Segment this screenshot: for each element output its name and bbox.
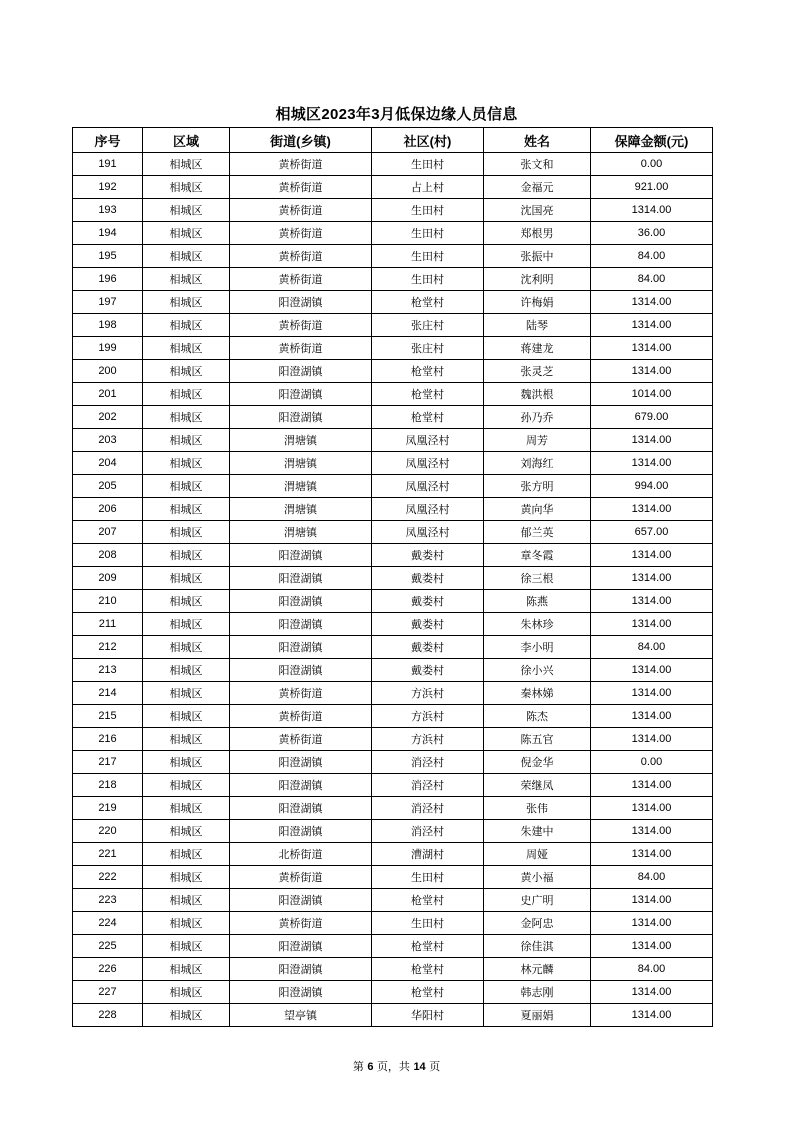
cell-district: 相城区 (143, 176, 230, 199)
cell-community: 占上村 (372, 176, 484, 199)
cell-district: 相城区 (143, 981, 230, 1004)
cell-community: 枪堂村 (372, 935, 484, 958)
cell-name: 郁兰英 (484, 521, 591, 544)
cell-community: 生田村 (372, 222, 484, 245)
cell-serial: 193 (73, 199, 143, 222)
cell-street: 黄桥街道 (230, 153, 372, 176)
cell-amount: 1314.00 (591, 429, 713, 452)
cell-serial: 219 (73, 797, 143, 820)
cell-serial: 191 (73, 153, 143, 176)
cell-district: 相城区 (143, 751, 230, 774)
cell-community: 方浜村 (372, 728, 484, 751)
table-row (73, 452, 713, 475)
cell-name: 许梅娟 (484, 291, 591, 314)
cell-amount: 1314.00 (591, 728, 713, 751)
cell-name: 郑根男 (484, 222, 591, 245)
cell-community: 方浜村 (372, 705, 484, 728)
cell-community: 凤凰泾村 (372, 521, 484, 544)
cell-street: 阳澄湖镇 (230, 774, 372, 797)
cell-serial: 212 (73, 636, 143, 659)
cell-name: 徐小兴 (484, 659, 591, 682)
table-row (73, 659, 713, 682)
cell-name: 章冬霞 (484, 544, 591, 567)
cell-serial: 222 (73, 866, 143, 889)
cell-amount: 1314.00 (591, 199, 713, 222)
cell-street: 阳澄湖镇 (230, 958, 372, 981)
cell-district: 相城区 (143, 475, 230, 498)
cell-name: 张方明 (484, 475, 591, 498)
cell-name: 陈杰 (484, 705, 591, 728)
table-row (73, 498, 713, 521)
cell-serial: 216 (73, 728, 143, 751)
cell-district: 相城区 (143, 429, 230, 452)
cell-street: 黄桥街道 (230, 705, 372, 728)
cell-serial: 199 (73, 337, 143, 360)
cell-amount: 0.00 (591, 751, 713, 774)
footer-page-number: 6 (367, 1061, 374, 1073)
cell-serial: 204 (73, 452, 143, 475)
cell-district: 相城区 (143, 866, 230, 889)
footer-total-pages: 14 (413, 1061, 426, 1073)
cell-name: 黄向华 (484, 498, 591, 521)
cell-name: 张文和 (484, 153, 591, 176)
cell-community: 凤凰泾村 (372, 429, 484, 452)
cell-amount: 1314.00 (591, 935, 713, 958)
document-title: 相城区2023年3月低保边缘人员信息 (275, 106, 518, 123)
cell-amount: 1314.00 (591, 820, 713, 843)
cell-serial: 228 (73, 1004, 143, 1027)
cell-serial: 217 (73, 751, 143, 774)
table-row (73, 337, 713, 360)
cell-street: 渭塘镇 (230, 521, 372, 544)
cell-street: 黄桥街道 (230, 728, 372, 751)
cell-serial: 203 (73, 429, 143, 452)
table-row (73, 406, 713, 429)
cell-amount: 1314.00 (591, 659, 713, 682)
cell-name: 荣继凤 (484, 774, 591, 797)
cell-serial: 205 (73, 475, 143, 498)
table-row (73, 912, 713, 935)
cell-amount: 1314.00 (591, 981, 713, 1004)
cell-serial: 215 (73, 705, 143, 728)
cell-street: 阳澄湖镇 (230, 981, 372, 1004)
cell-amount: 1314.00 (591, 498, 713, 521)
cell-district: 相城区 (143, 222, 230, 245)
table-row (73, 222, 713, 245)
table-row (73, 1004, 713, 1027)
cell-street: 黄桥街道 (230, 222, 372, 245)
cell-amount: 1314.00 (591, 590, 713, 613)
cell-name: 朱建中 (484, 820, 591, 843)
table-row (73, 314, 713, 337)
cell-street: 阳澄湖镇 (230, 935, 372, 958)
cell-district: 相城区 (143, 521, 230, 544)
cell-district: 相城区 (143, 406, 230, 429)
cell-district: 相城区 (143, 314, 230, 337)
cell-street: 北桥街道 (230, 843, 372, 866)
cell-district: 相城区 (143, 245, 230, 268)
cell-street: 阳澄湖镇 (230, 590, 372, 613)
cell-street: 黄桥街道 (230, 866, 372, 889)
cell-amount: 1314.00 (591, 567, 713, 590)
cell-amount: 1314.00 (591, 1004, 713, 1027)
cell-street: 阳澄湖镇 (230, 360, 372, 383)
footer-mid: 页，共 (376, 1060, 410, 1073)
cell-community: 戴娄村 (372, 590, 484, 613)
cell-street: 阳澄湖镇 (230, 567, 372, 590)
cell-district: 相城区 (143, 1004, 230, 1027)
cell-name: 孙乃乔 (484, 406, 591, 429)
header-serial: 序号 (73, 128, 143, 153)
header-community: 社区(村) (372, 128, 484, 153)
cell-street: 渭塘镇 (230, 452, 372, 475)
cell-name: 韩志刚 (484, 981, 591, 1004)
cell-district: 相城区 (143, 797, 230, 820)
cell-name: 倪金华 (484, 751, 591, 774)
cell-serial: 208 (73, 544, 143, 567)
cell-amount: 1314.00 (591, 314, 713, 337)
cell-name: 沈国亮 (484, 199, 591, 222)
cell-street: 阳澄湖镇 (230, 751, 372, 774)
cell-name: 金阿忠 (484, 912, 591, 935)
cell-serial: 224 (73, 912, 143, 935)
cell-amount: 1314.00 (591, 337, 713, 360)
cell-name: 刘海红 (484, 452, 591, 475)
cell-street: 阳澄湖镇 (230, 820, 372, 843)
cell-serial: 213 (73, 659, 143, 682)
table-body (73, 153, 713, 1027)
cell-street: 阳澄湖镇 (230, 889, 372, 912)
cell-name: 周芳 (484, 429, 591, 452)
table-row (73, 268, 713, 291)
cell-street: 望亭镇 (230, 1004, 372, 1027)
table-row (73, 705, 713, 728)
table-row (73, 360, 713, 383)
table-row (73, 889, 713, 912)
cell-district: 相城区 (143, 498, 230, 521)
cell-district: 相城区 (143, 360, 230, 383)
cell-name: 张伟 (484, 797, 591, 820)
cell-name: 陈五官 (484, 728, 591, 751)
cell-amount: 921.00 (591, 176, 713, 199)
cell-street: 渭塘镇 (230, 498, 372, 521)
table-row (73, 613, 713, 636)
cell-district: 相城区 (143, 613, 230, 636)
cell-street: 阳澄湖镇 (230, 406, 372, 429)
cell-community: 凤凰泾村 (372, 452, 484, 475)
cell-amount: 1314.00 (591, 544, 713, 567)
cell-street: 阳澄湖镇 (230, 659, 372, 682)
cell-community: 消泾村 (372, 751, 484, 774)
cell-community: 消泾村 (372, 820, 484, 843)
table-row (73, 291, 713, 314)
cell-community: 消泾村 (372, 774, 484, 797)
cell-amount: 994.00 (591, 475, 713, 498)
cell-street: 阳澄湖镇 (230, 797, 372, 820)
cell-district: 相城区 (143, 383, 230, 406)
table-row (73, 590, 713, 613)
cell-serial: 202 (73, 406, 143, 429)
cell-community: 枪堂村 (372, 406, 484, 429)
table-row (73, 567, 713, 590)
table-row (73, 199, 713, 222)
cell-name: 秦林娣 (484, 682, 591, 705)
cell-serial: 225 (73, 935, 143, 958)
cell-district: 相城区 (143, 705, 230, 728)
cell-name: 徐佳淇 (484, 935, 591, 958)
cell-name: 林元麟 (484, 958, 591, 981)
cell-serial: 209 (73, 567, 143, 590)
cell-community: 生田村 (372, 912, 484, 935)
cell-community: 生田村 (372, 199, 484, 222)
cell-name: 金福元 (484, 176, 591, 199)
table-row (73, 521, 713, 544)
cell-amount: 1314.00 (591, 797, 713, 820)
header-name: 姓名 (484, 128, 591, 153)
cell-district: 相城区 (143, 728, 230, 751)
cell-street: 阳澄湖镇 (230, 383, 372, 406)
header-district: 区域 (143, 128, 230, 153)
cell-serial: 197 (73, 291, 143, 314)
cell-name: 陆琴 (484, 314, 591, 337)
page-footer (0, 1058, 793, 1074)
cell-community: 戴娄村 (372, 636, 484, 659)
cell-serial: 227 (73, 981, 143, 1004)
cell-district: 相城区 (143, 544, 230, 567)
cell-community: 枪堂村 (372, 360, 484, 383)
cell-district: 相城区 (143, 268, 230, 291)
cell-district: 相城区 (143, 820, 230, 843)
cell-amount: 84.00 (591, 245, 713, 268)
cell-community: 生田村 (372, 245, 484, 268)
cell-name: 蒋建龙 (484, 337, 591, 360)
table-row (73, 475, 713, 498)
cell-amount: 1314.00 (591, 682, 713, 705)
cell-community: 戴娄村 (372, 567, 484, 590)
table-row (73, 728, 713, 751)
cell-serial: 218 (73, 774, 143, 797)
cell-amount: 84.00 (591, 958, 713, 981)
table-row (73, 176, 713, 199)
cell-street: 黄桥街道 (230, 176, 372, 199)
cell-name: 魏洪根 (484, 383, 591, 406)
cell-serial: 192 (73, 176, 143, 199)
cell-name: 史广明 (484, 889, 591, 912)
cell-amount: 657.00 (591, 521, 713, 544)
cell-name: 夏丽娟 (484, 1004, 591, 1027)
cell-street: 阳澄湖镇 (230, 291, 372, 314)
cell-serial: 206 (73, 498, 143, 521)
cell-street: 黄桥街道 (230, 314, 372, 337)
table-row (73, 797, 713, 820)
cell-street: 阳澄湖镇 (230, 613, 372, 636)
cell-serial: 211 (73, 613, 143, 636)
cell-name: 张灵芝 (484, 360, 591, 383)
cell-amount: 0.00 (591, 153, 713, 176)
cell-amount: 84.00 (591, 636, 713, 659)
table-row (73, 682, 713, 705)
cell-community: 生田村 (372, 153, 484, 176)
cell-amount: 1314.00 (591, 705, 713, 728)
table-row (73, 544, 713, 567)
cell-street: 黄桥街道 (230, 268, 372, 291)
recipient-table (72, 127, 713, 1027)
cell-community: 凤凰泾村 (372, 498, 484, 521)
cell-community: 枪堂村 (372, 981, 484, 1004)
cell-street: 黄桥街道 (230, 682, 372, 705)
table-row (73, 429, 713, 452)
table-header-row (73, 128, 713, 153)
cell-amount: 679.00 (591, 406, 713, 429)
cell-amount: 1314.00 (591, 613, 713, 636)
cell-community: 戴娄村 (372, 544, 484, 567)
cell-name: 沈利明 (484, 268, 591, 291)
cell-serial: 196 (73, 268, 143, 291)
table-row (73, 843, 713, 866)
cell-serial: 214 (73, 682, 143, 705)
cell-district: 相城区 (143, 935, 230, 958)
cell-street: 黄桥街道 (230, 199, 372, 222)
cell-district: 相城区 (143, 567, 230, 590)
cell-serial: 220 (73, 820, 143, 843)
cell-serial: 198 (73, 314, 143, 337)
cell-street: 阳澄湖镇 (230, 636, 372, 659)
cell-amount: 84.00 (591, 866, 713, 889)
cell-name: 朱林珍 (484, 613, 591, 636)
table-row (73, 981, 713, 1004)
cell-amount: 1314.00 (591, 912, 713, 935)
cell-district: 相城区 (143, 291, 230, 314)
table-row (73, 866, 713, 889)
cell-community: 生田村 (372, 268, 484, 291)
cell-community: 枪堂村 (372, 889, 484, 912)
cell-district: 相城区 (143, 682, 230, 705)
cell-serial: 195 (73, 245, 143, 268)
cell-amount: 36.00 (591, 222, 713, 245)
cell-name: 徐三根 (484, 567, 591, 590)
table-row (73, 958, 713, 981)
header-amount: 保障金额(元) (591, 128, 713, 153)
cell-street: 黄桥街道 (230, 245, 372, 268)
cell-serial: 221 (73, 843, 143, 866)
cell-serial: 226 (73, 958, 143, 981)
table-row (73, 935, 713, 958)
cell-community: 漕湖村 (372, 843, 484, 866)
cell-community: 凤凰泾村 (372, 475, 484, 498)
cell-serial: 223 (73, 889, 143, 912)
footer-suffix: 页 (429, 1060, 441, 1073)
cell-amount: 1014.00 (591, 383, 713, 406)
cell-community: 消泾村 (372, 797, 484, 820)
cell-district: 相城区 (143, 590, 230, 613)
cell-community: 张庄村 (372, 314, 484, 337)
cell-district: 相城区 (143, 452, 230, 475)
cell-serial: 201 (73, 383, 143, 406)
table-row (73, 153, 713, 176)
cell-district: 相城区 (143, 958, 230, 981)
footer-prefix: 第 (352, 1060, 364, 1073)
cell-name: 李小明 (484, 636, 591, 659)
cell-amount: 1314.00 (591, 774, 713, 797)
cell-name: 张振中 (484, 245, 591, 268)
cell-name: 陈燕 (484, 590, 591, 613)
cell-district: 相城区 (143, 337, 230, 360)
cell-community: 张庄村 (372, 337, 484, 360)
cell-amount: 1314.00 (591, 291, 713, 314)
cell-community: 生田村 (372, 866, 484, 889)
cell-street: 黄桥街道 (230, 337, 372, 360)
table-row (73, 636, 713, 659)
cell-district: 相城区 (143, 659, 230, 682)
cell-name: 黄小福 (484, 866, 591, 889)
cell-amount: 1314.00 (591, 360, 713, 383)
cell-amount: 84.00 (591, 268, 713, 291)
cell-street: 渭塘镇 (230, 429, 372, 452)
cell-community: 戴娄村 (372, 613, 484, 636)
cell-district: 相城区 (143, 843, 230, 866)
cell-name: 周娅 (484, 843, 591, 866)
cell-street: 黄桥街道 (230, 912, 372, 935)
cell-community: 枪堂村 (372, 958, 484, 981)
cell-serial: 194 (73, 222, 143, 245)
header-street: 街道(乡镇) (230, 128, 372, 153)
table-row (73, 245, 713, 268)
cell-community: 方浜村 (372, 682, 484, 705)
cell-serial: 207 (73, 521, 143, 544)
cell-street: 渭塘镇 (230, 475, 372, 498)
cell-street: 阳澄湖镇 (230, 544, 372, 567)
cell-serial: 200 (73, 360, 143, 383)
cell-community: 戴娄村 (372, 659, 484, 682)
cell-amount: 1314.00 (591, 452, 713, 475)
cell-community: 枪堂村 (372, 383, 484, 406)
table-row (73, 383, 713, 406)
table-row (73, 774, 713, 797)
cell-serial: 210 (73, 590, 143, 613)
cell-district: 相城区 (143, 153, 230, 176)
cell-district: 相城区 (143, 889, 230, 912)
table-row (73, 820, 713, 843)
cell-community: 华阳村 (372, 1004, 484, 1027)
cell-district: 相城区 (143, 199, 230, 222)
table-row (73, 751, 713, 774)
cell-community: 枪堂村 (372, 291, 484, 314)
cell-district: 相城区 (143, 912, 230, 935)
cell-amount: 1314.00 (591, 843, 713, 866)
cell-district: 相城区 (143, 774, 230, 797)
cell-district: 相城区 (143, 636, 230, 659)
cell-amount: 1314.00 (591, 889, 713, 912)
